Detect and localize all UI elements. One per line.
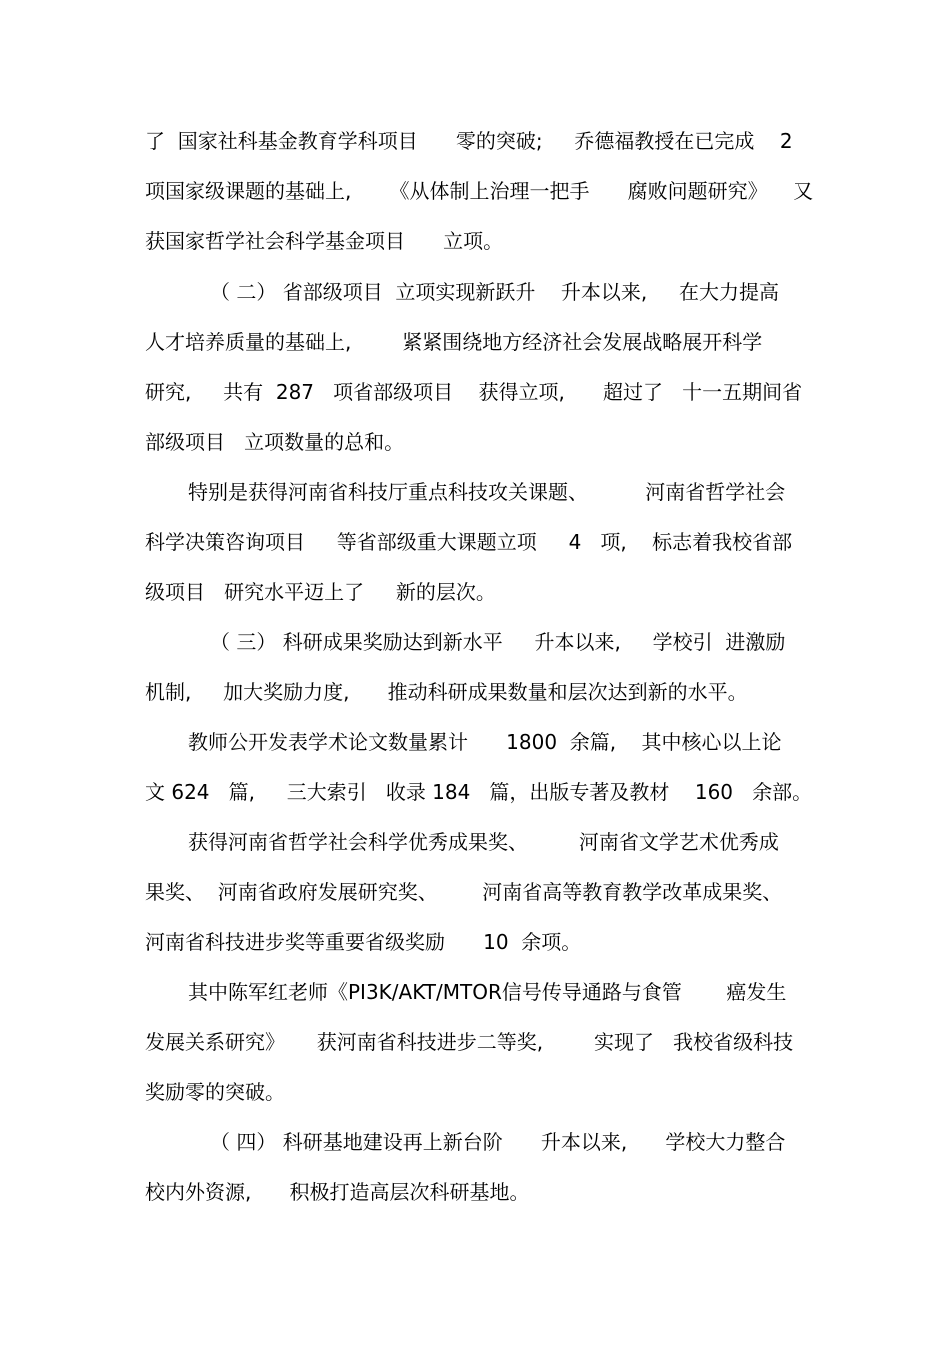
- text-line: 人才培养质量的基础上, 紧紧围绕地方经济社会发展战略展开科学: [145, 330, 763, 354]
- text-line: 机制, 加大奖励力度, 推动科研成果数量和层次达到新的水平。: [145, 680, 748, 704]
- text-line: 级项目 研究水平迈上了 新的层次。: [145, 580, 496, 604]
- text-line: 教师公开发表学术论文数量累计 1800 余篇, 其中核心以上论: [188, 730, 782, 754]
- text-line: 项国家级课题的基础上, 《从体制上治理一把手 腐败问题研究》 又: [145, 179, 814, 203]
- text-line: 发展关系研究》 获河南省科技进步二等奖, 实现了 我校省级科技: [145, 1030, 794, 1054]
- text-line: 奖励零的突破。: [145, 1080, 285, 1104]
- section-heading: （ 二） 省部级项目 立项实现新跃升 升本以来, 在大力提高: [210, 280, 780, 304]
- text-line: 获国家哲学社会科学基金项目 立项。: [145, 229, 504, 253]
- text-line: 部级项目 立项数量的总和。: [145, 430, 405, 454]
- text-line: 获得河南省哲学社会科学优秀成果奖、 河南省文学艺术优秀成: [188, 830, 779, 854]
- text-line: 了 国家社科基金教育学科项目 零的突破; 乔德福教授在已完成 2: [145, 129, 793, 153]
- text-line: 其中陈军红老师《PI3K/AKT/MTOR信号传导通路与食管 癌发生: [188, 980, 787, 1004]
- section-heading: （ 三） 科研成果奖励达到新水平 升本以来, 学校引 进激励: [210, 630, 786, 654]
- text-line: 文 624 篇, 三大索引 收录 184 篇，出版专著及教材 160 余部。: [145, 780, 813, 804]
- text-line: 果奖、 河南省政府发展研究奖、 河南省高等教育教学改革成果奖、: [145, 880, 783, 904]
- text-line: 校内外资源, 积极打造高层次科研基地。: [145, 1180, 530, 1204]
- text-line: 研究, 共有 287 项省部级项目 获得立项, 超过了 十一五期间省: [145, 380, 803, 404]
- text-line: 科学决策咨询项目 等省部级重大课题立项 4 项, 标志着我校省部: [145, 530, 793, 554]
- text-line: 河南省科技进步奖等重要省级奖励 10 余项。: [145, 930, 582, 954]
- text-line: 特别是获得河南省科技厅重点科技攻关课题、 河南省哲学社会: [188, 480, 786, 504]
- section-heading: （ 四） 科研基地建设再上新台阶 升本以来, 学校大力整合: [210, 1130, 786, 1154]
